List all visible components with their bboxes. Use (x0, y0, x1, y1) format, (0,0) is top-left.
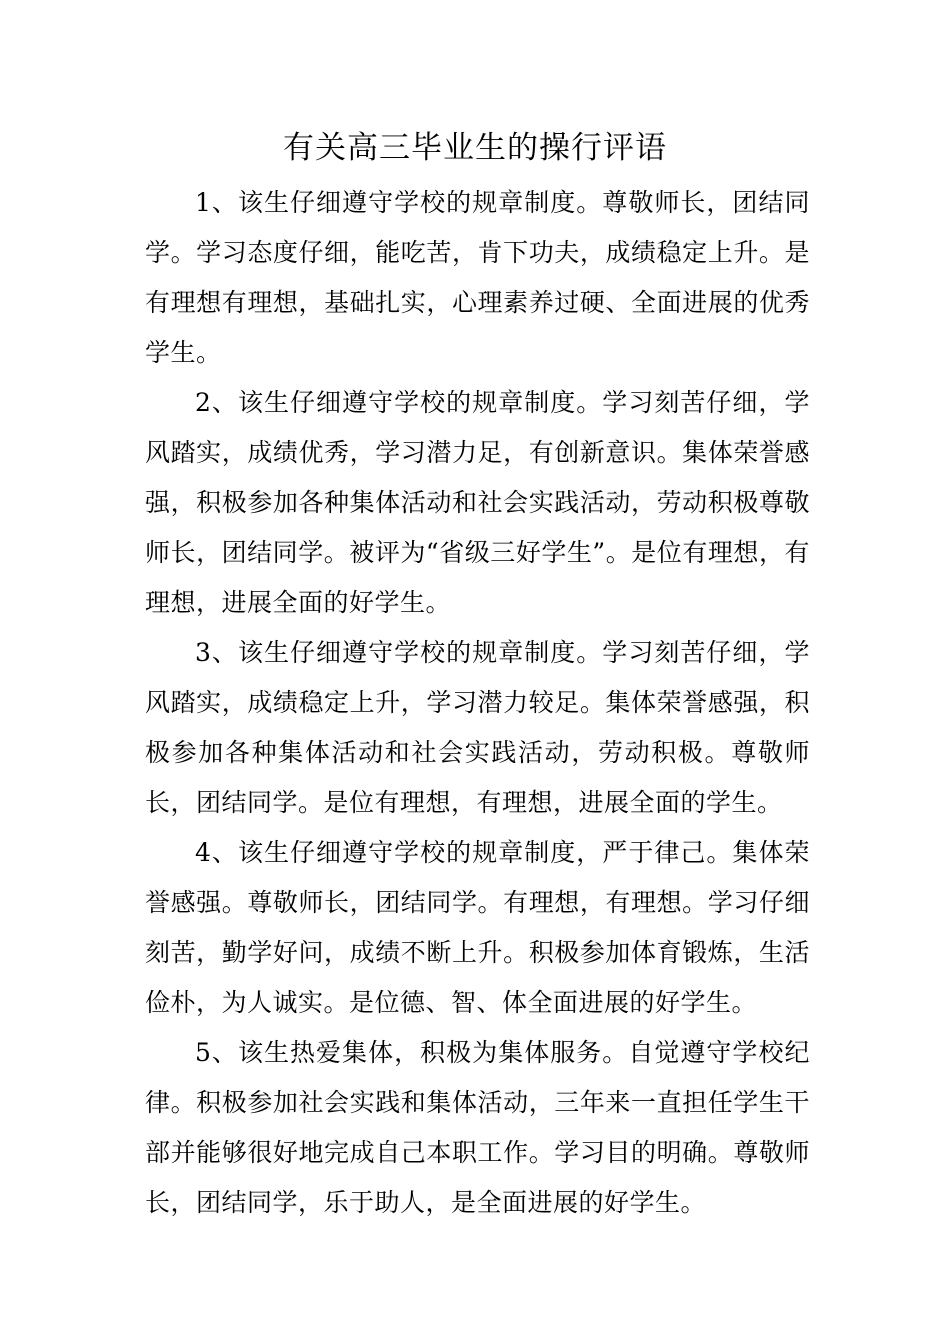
paragraph-1: 1、该生仔细遵守学校的规章制度。尊敬师长，团结同学。学习态度仔细，能吃苦，肯下功夫，成绩稳定上升。是有理想有理想，基础扎实，心理素养过硬、全面进展的优秀学生。 (145, 188, 810, 367)
document-body (145, 178, 810, 1228)
document-title: 有关高三毕业生的操行评语 (283, 130, 667, 166)
paragraph-3: 3、该生仔细遵守学校的规章制度。学习刻苦仔细，学风踏实，成绩稳定上升，学习潜力较足。集体荣誉感强，积极参加各种集体活动和社会实践活动，劳动积极。尊敬师长，团结同学。是位有理想，有理想，进展全面的学生。 (145, 638, 810, 817)
paragraph-5: 5、该生热爱集体，积极为集体服务。自觉遵守学校纪律。积极参加社会实践和集体活动，三年来一直担任学生干部并能够很好地完成自己本职工作。学习目的明确。尊敬师长，团结同学，乐于助人，是全面进展的好学生。 (145, 1038, 810, 1217)
paragraph-2: 2、该生仔细遵守学校的规章制度。学习刻苦仔细，学风踏实，成绩优秀，学习潜力足，有创新意识。集体荣誉感强，积极参加各种集体活动和社会实践活动，劳动积极尊敬师长，团结同学。被评为“省级三好学生”。是位有理想，有理想，进展全面的好学生。 (145, 388, 810, 617)
paragraph-4: 4、该生仔细遵守学校的规章制度，严于律己。集体荣誉感强。尊敬师长，团结同学。有理想，有理想。学习仔细刻苦，勤学好问，成绩不断上升。积极参加体育锻炼，生活俭朴，为人诚实。是位德、智、体全面进展的好学生。 (145, 838, 810, 1017)
